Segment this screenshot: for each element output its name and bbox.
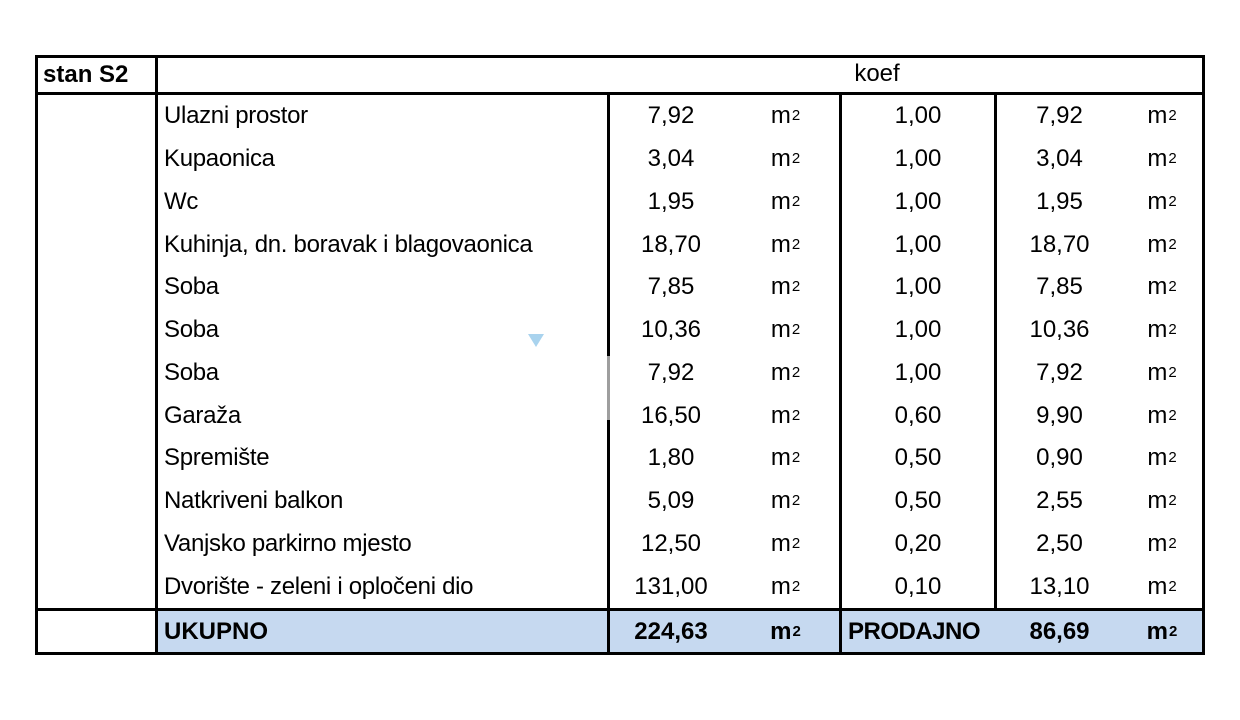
unit-base: m [770, 358, 791, 386]
table-row [158, 266, 1202, 309]
area-unit: m 2 [732, 95, 842, 138]
koef-value: 0,10 [842, 565, 997, 608]
total-area-value: 224,63 [610, 611, 732, 652]
area-calculation-table [35, 55, 1205, 655]
weighted-value: 2,50 [1036, 529, 1083, 557]
unit-base: m [1147, 401, 1168, 429]
area-value: 1,95 [647, 187, 695, 215]
unit-base: m [770, 487, 791, 515]
total-row [38, 608, 1202, 652]
koef-value: 1,00 [842, 138, 997, 181]
table-row [158, 181, 1202, 224]
area-unit: m 2 [732, 181, 842, 224]
unit-base: m [1147, 487, 1168, 515]
left-gutter-cell [38, 95, 158, 608]
table-row [158, 352, 1202, 395]
unit-base: m [770, 401, 791, 429]
room-name: Natkriveni balkon [158, 480, 610, 523]
koef-value: 1,00 [842, 352, 997, 395]
header-merged-cell [158, 58, 1202, 92]
room-name: Wc [158, 181, 610, 224]
table-row [158, 565, 1202, 608]
weighted-value: 1,95 [1036, 187, 1083, 215]
area-value: 7,92 [647, 102, 695, 130]
room-name: Garaža [158, 394, 610, 437]
weighted-unit: m 2 [1147, 358, 1177, 386]
weighted-value: 18,70 [1029, 230, 1090, 258]
area-value: 7,92 [647, 358, 695, 386]
weighted-unit: m 2 [1147, 444, 1177, 472]
total-area-unit: m 2 [732, 611, 842, 652]
weighted-value: 13,10 [1029, 572, 1090, 600]
room-name: Spremište [158, 437, 610, 480]
area-unit: m 2 [732, 223, 842, 266]
room-name: Vanjsko parkirno mjesto [158, 523, 610, 566]
unit-base: m [1147, 358, 1168, 386]
area-unit: m 2 [732, 523, 842, 566]
room-name: Soba [158, 352, 610, 395]
weighted-value: 3,04 [1036, 145, 1083, 173]
weighted-unit: m 2 [1147, 316, 1177, 344]
weighted-unit: m 2 [1147, 145, 1177, 173]
area-value: 3,04 [647, 145, 695, 173]
weighted-unit: m 2 [1147, 102, 1177, 130]
koef-value: 1,00 [842, 223, 997, 266]
total-label: UKUPNO [158, 611, 610, 652]
area-unit: m 2 [732, 480, 842, 523]
weighted-value: 7,92 [1036, 102, 1083, 130]
left-gutter-bottom-cell [38, 611, 158, 652]
unit-base: m [1147, 316, 1168, 344]
room-name: Kuhinja, dn. boravak i blagovaonica [158, 223, 610, 266]
watermark-smudge [601, 356, 616, 420]
total-sellable-unit: m 2 [1122, 611, 1202, 652]
apartment-id-cell: stan S2 [38, 58, 158, 92]
area-unit: m 2 [732, 309, 842, 352]
koef-header-label: koef [854, 59, 900, 87]
area-value: 7,85 [647, 273, 695, 301]
unit-base: m [1147, 102, 1168, 130]
table-row [158, 437, 1202, 480]
weighted-value: 0,90 [1036, 444, 1083, 472]
weighted-unit: m 2 [1147, 273, 1177, 301]
area-value: 10,36 [640, 316, 702, 344]
room-name: Soba [158, 266, 610, 309]
koef-value: 1,00 [842, 181, 997, 224]
unit-base: m [770, 316, 791, 344]
area-value: 16,50 [640, 401, 702, 429]
area-value: 131,00 [634, 572, 708, 600]
sellable-label: PRODAJNO [842, 611, 997, 652]
weighted-value: 7,92 [1036, 358, 1083, 386]
koef-value: 0,50 [842, 437, 997, 480]
area-value: 12,50 [640, 529, 702, 557]
area-unit: m 2 [732, 394, 842, 437]
unit-base: m [770, 529, 791, 557]
table-row [158, 95, 1202, 138]
unit-base: m [770, 572, 791, 600]
area-unit: m 2 [732, 565, 842, 608]
room-name: Dvorište - zeleni i opločeni dio [158, 565, 610, 608]
weighted-value: 2,55 [1036, 487, 1083, 515]
unit-base: m [1147, 273, 1168, 301]
table-row [158, 523, 1202, 566]
table-row [158, 394, 1202, 437]
unit-base: m [770, 230, 791, 258]
koef-value: 1,00 [842, 309, 997, 352]
weighted-unit: m 2 [1147, 230, 1177, 258]
unit-base: m [770, 102, 791, 130]
area-value: 1,80 [647, 444, 695, 472]
koef-value: 0,50 [842, 480, 997, 523]
unit-base: m [1147, 444, 1168, 472]
unit-base: m [770, 145, 791, 173]
header-row [38, 58, 1202, 95]
unit-base: m [1147, 529, 1168, 557]
rows-container [158, 95, 1202, 608]
koef-value: 1,00 [842, 95, 997, 138]
koef-value: 0,20 [842, 523, 997, 566]
table-body [38, 95, 1202, 608]
weighted-value: 7,85 [1036, 273, 1083, 301]
weighted-unit: m 2 [1147, 187, 1177, 215]
unit-base: m [1147, 145, 1168, 173]
watermark-triangle-icon [528, 334, 544, 347]
room-name: Ulazni prostor [158, 95, 610, 138]
table-row [158, 309, 1202, 352]
weighted-unit: m 2 [1147, 487, 1177, 515]
area-unit: m 2 [732, 437, 842, 480]
koef-value: 0,60 [842, 394, 997, 437]
weighted-unit: m 2 [1147, 401, 1177, 429]
total-sellable-value: 86,69 [997, 611, 1122, 652]
area-value: 18,70 [640, 230, 702, 258]
unit-base: m [770, 187, 791, 215]
unit-base: m [1147, 572, 1168, 600]
unit-base: m [1147, 230, 1168, 258]
unit-base: m [770, 273, 791, 301]
table-row [158, 480, 1202, 523]
table-row [158, 223, 1202, 266]
room-name: Kupaonica [158, 138, 610, 181]
room-name: Soba [158, 309, 610, 352]
area-unit: m 2 [732, 352, 842, 395]
area-unit: m 2 [732, 138, 842, 181]
table-row [158, 138, 1202, 181]
weighted-unit: m 2 [1147, 572, 1177, 600]
weighted-value: 10,36 [1029, 316, 1090, 344]
unit-base: m [770, 444, 791, 472]
koef-value: 1,00 [842, 266, 997, 309]
weighted-value: 9,90 [1036, 401, 1083, 429]
weighted-unit: m 2 [1147, 529, 1177, 557]
area-unit: m 2 [732, 266, 842, 309]
unit-base: m [770, 617, 792, 645]
area-value: 5,09 [647, 487, 695, 515]
unit-base: m [1146, 617, 1168, 645]
unit-base: m [1147, 187, 1168, 215]
